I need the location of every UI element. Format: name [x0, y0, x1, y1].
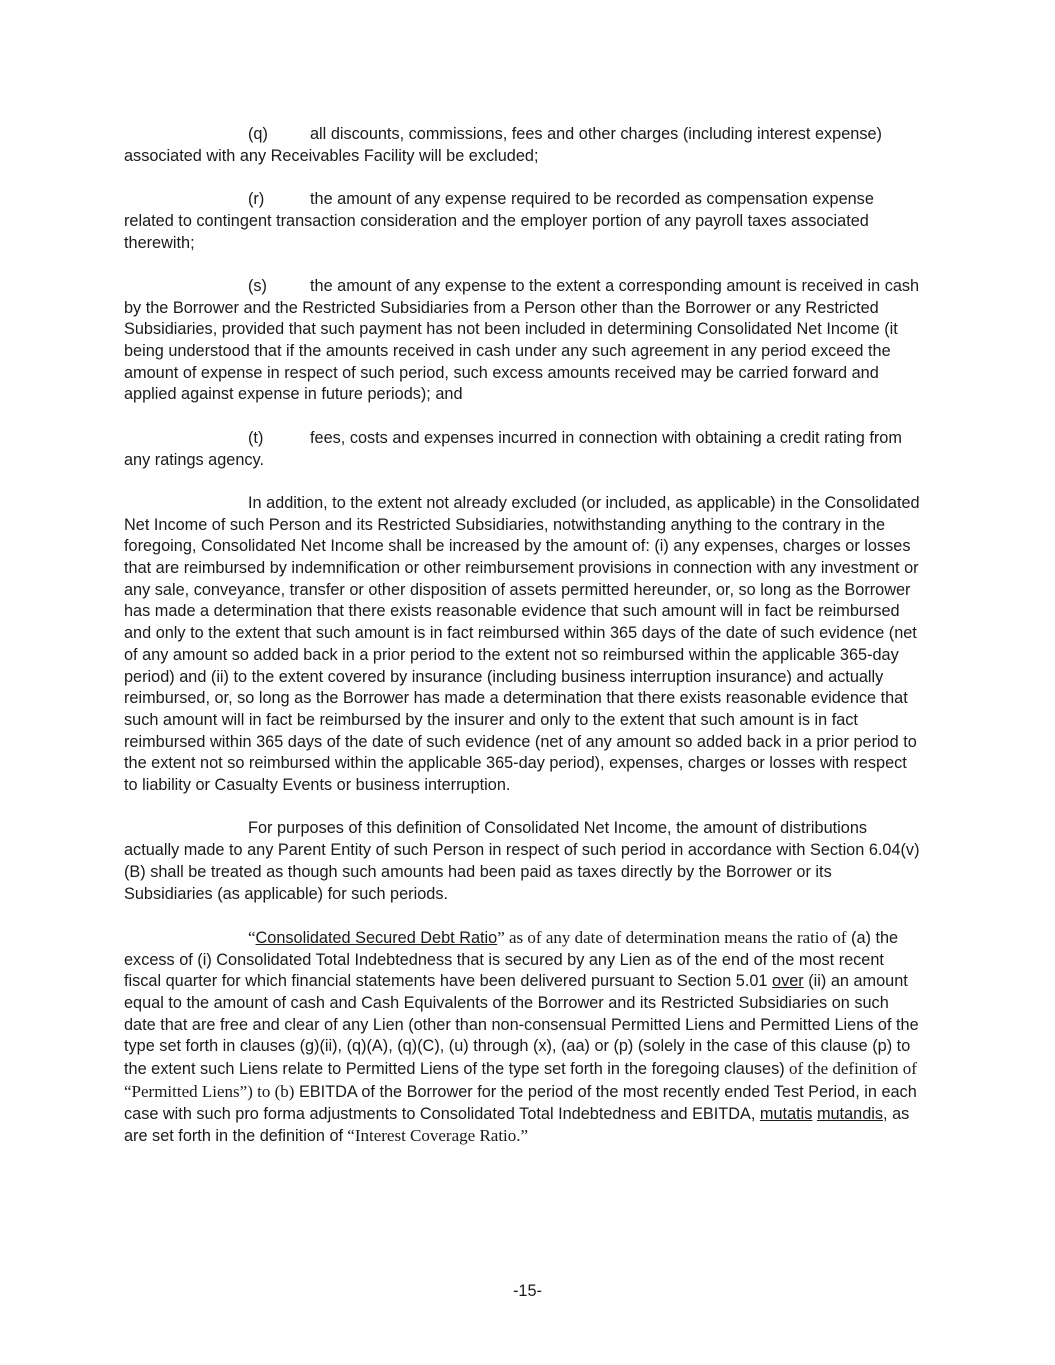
clause-q — [124, 124, 924, 167]
addition-text: In addition, to the extent not already excluded (or included, as applicable) in the Consolidated Net Income of such Person and its Restricted Subsidiaries, notwithstanding anything to the contrary in the foregoing, Consolidated Net Income shall be increased by the amount of: (i) any expenses, charges or losses that are reimbursed by indemnification or other reimbursement provisions in connection with any investment or any sale, conveyance, transfer or other disposition of assets permitted hereunder, or, so long as the Borrower has made a determination that there exists reasonable evidence that such amount will in fact be reimbursed and only to the extent that such amount is in fact reimbursed within 365 days of the date of such evidence (net of any amount so added back in a prior period to the extent not so reimbursed within the applicable 365-day period) and (ii) to the extent covered by insurance (including business interruption insurance) and actually reimbursed, or, so long as the Borrower has made a determination that there exists reasonable evidence that such amount will in fact be reimbursed by the insurer and only to the extent that such amount is in fact reimbursed within 365 days of the date of such evidence (net of any amount so added back in a prior period to the extent not so reimbursed within the applicable 365-day period), expenses, charges or losses with respect to liability or Casualty Events or business interruption. — [124, 493, 920, 795]
definition-serif-mid: of the definition of “Permitted Liens”) to (b) — [124, 1059, 917, 1101]
clause-r — [124, 189, 924, 254]
definition-part4: , as are set forth in the definition of — [124, 1104, 910, 1146]
clause-text: all discounts, commissions, fees and other charges (including interest expense) associated with any Receivables Facility will be excluded; — [124, 125, 882, 165]
open-quote: “ — [248, 927, 256, 947]
clause-label: (t) — [248, 428, 264, 447]
clause-label: (r) — [248, 190, 265, 209]
mutatis-term: mutatis — [759, 1104, 813, 1123]
clause-s — [124, 276, 924, 406]
purposes-paragraph — [124, 818, 924, 905]
defined-term: Consolidated Secured Debt Ratio — [255, 928, 498, 947]
clause-label: (q) — [248, 125, 268, 143]
definition-paragraph — [124, 927, 924, 1148]
clause-label: (s) — [248, 276, 267, 295]
mutandis-term: mutandis — [816, 1104, 884, 1123]
over-term: over — [772, 972, 804, 991]
definition-serif-end: “Interest Coverage Ratio.” — [343, 1126, 529, 1146]
definition-part1: (a) the excess of (i) Consolidated Total Indebtedness that is secured by any Lien as of the end of the most recent fiscal quarter for which financial statements have been delivered pursuant to Section 5.01 — [124, 928, 899, 991]
addition-paragraph — [124, 493, 924, 797]
document-page — [124, 124, 924, 1170]
clause-text: the amount of any expense required to be recorded as compensation expense related to contingent transaction consideration and the employer portion of any payroll taxes associated therewith; — [124, 190, 874, 252]
definition-part3: EBITDA of the Borrower for the period of the most recently ended Test Period, in each case with such pro forma adjustments to Consolidated Total Indebtedness and EBITDA, — [124, 1082, 917, 1123]
clause-t — [124, 428, 924, 471]
clause-text: fees, costs and expenses incurred in connection with obtaining a credit rating from any ratings agency. — [124, 428, 902, 469]
definition-lead: ” as of any date of determination means the ratio of — [497, 927, 847, 947]
definition-part2: (ii) an amount equal to the amount of cash and Cash Equivalents of the Borrower and its Restricted Subsidiaries on such date that are free and clear of any Lien (other than non-consensual Permitted Liens and Permitted Liens of the type set forth in clauses (g)(ii), (q)(A), (q)(C), (u) through (x), (aa) or (p) (solely in the case of this clause (p) to the extent such Liens relate to Permitted Liens of the type set forth in the foregoing clauses) — [124, 972, 919, 1079]
page-number: -15- — [513, 1282, 542, 1300]
clause-text: the amount of any expense to the extent a corresponding amount is received in cash by the Borrower and the Restricted Subsidiaries from a Person other than the Borrower or any Restricted Subsidiaries, provided that such payment has not been included in determining Consolidated Net Income (it being understood that if the amounts received in cash under any such agreement in any period exceed the amount of expense in respect of such period, such excess amounts received may be carried forward and applied against expense in future periods); and — [124, 276, 920, 404]
purposes-text: For purposes of this definition of Consolidated Net Income, the amount of distributions actually made to any Parent Entity of such Person in respect of such period in accordance with Section 6.04(v)(B) shall be treated as though such amounts had been paid as taxes directly by the Borrower or its Subsidiaries (as applicable) for such periods. — [124, 819, 920, 903]
